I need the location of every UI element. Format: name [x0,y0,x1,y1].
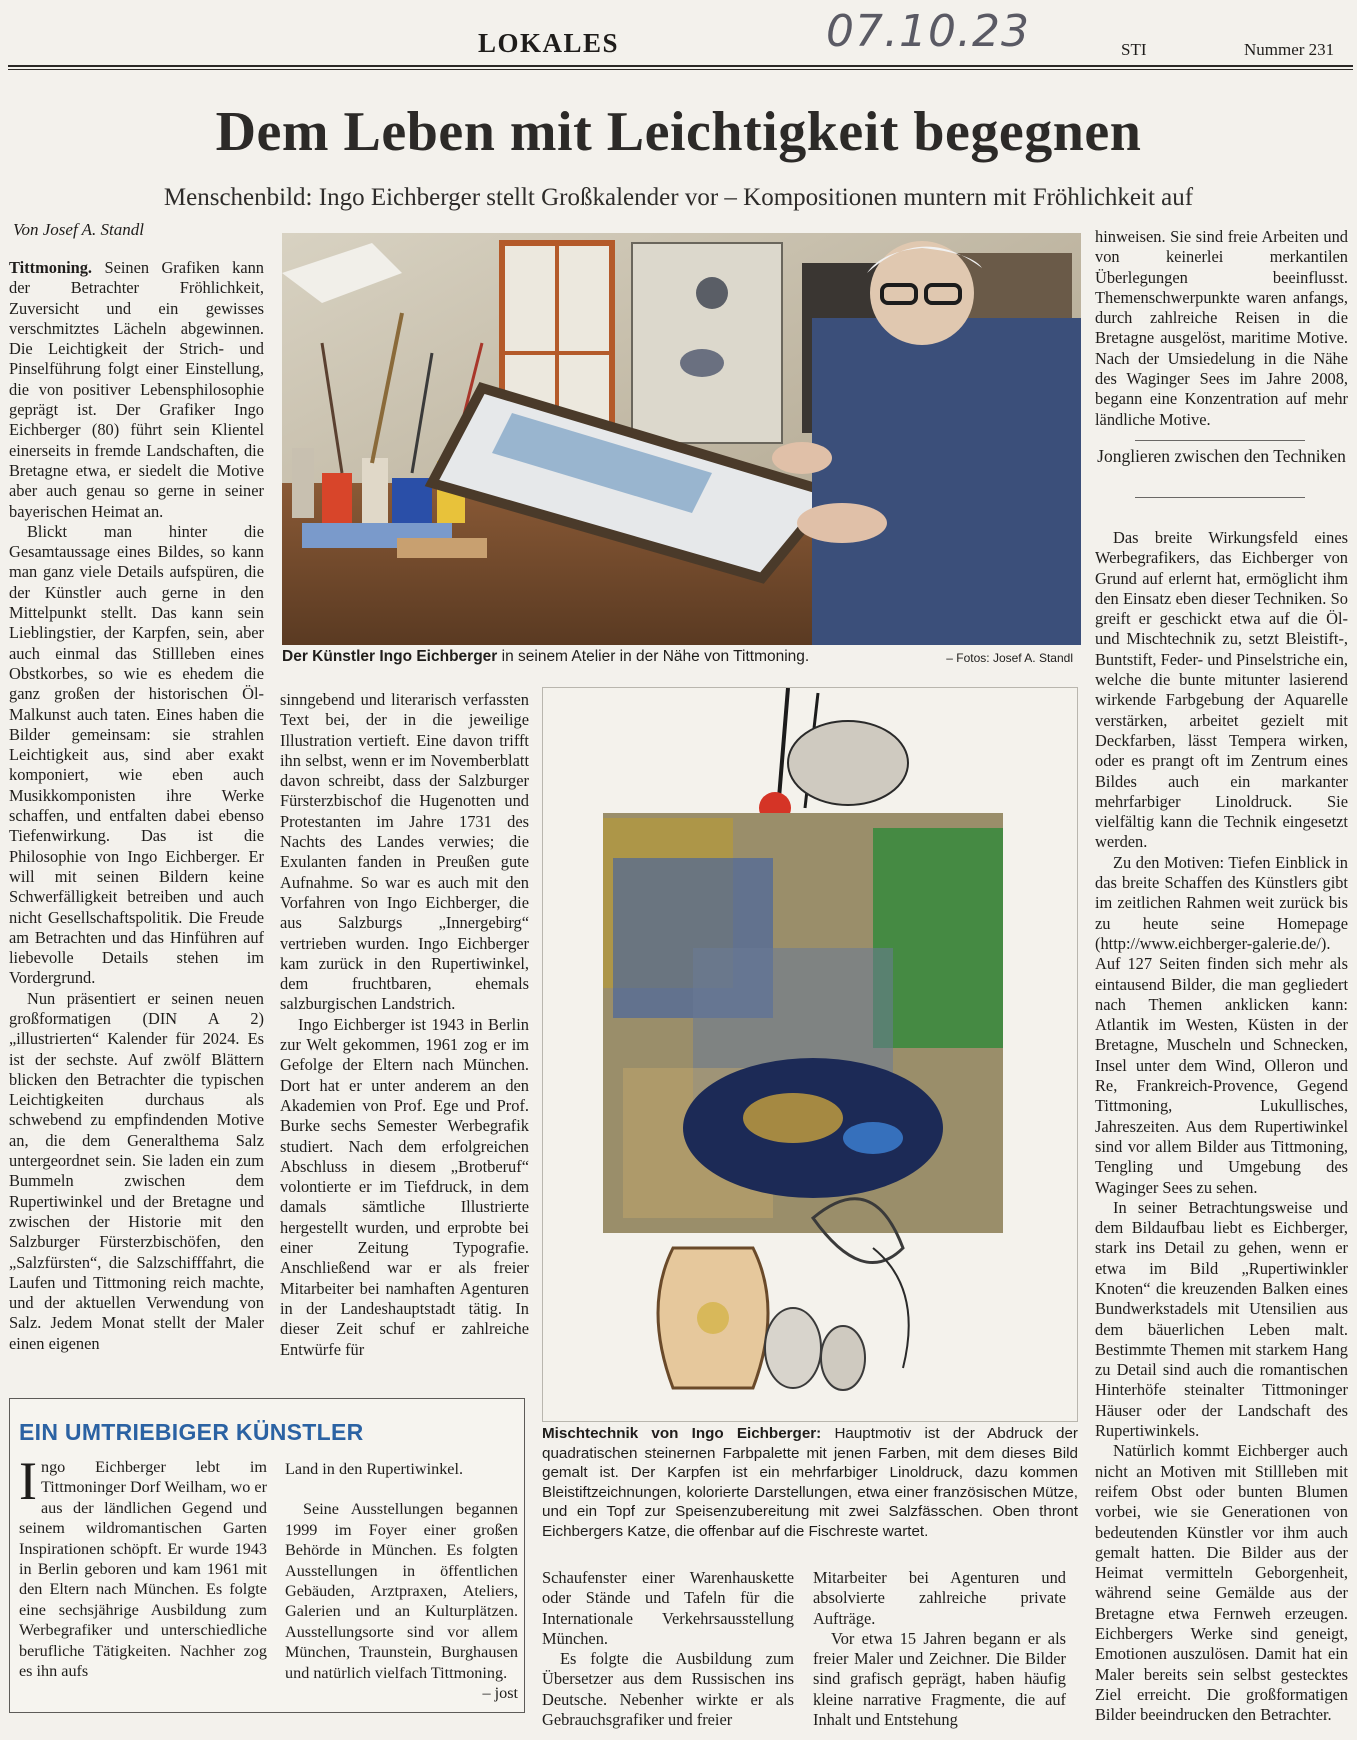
article-column-3a [542,1568,794,1730]
paragraph: In seiner Betrachtungsweise und dem Bildaufbau liebt es Eichberger, stark ins Detail zu gehen, wenn er etwa im Bild „Rupertiwinkler Knoten“ die kreuzenden Balken eines Bundwerkstadels mit Utensilien aus dem bäuerlichen Leben malt. Bestimmte Themen mit starkem Hang zu Detail sind auch die romantischen Hinterhöfe steinalter Tittmoninger Häuser oder der Landschaft des Rupertiwinkels. [1095,1197,1348,1441]
info-box-column-1 [19,1451,267,1681]
handwritten-date: 07.10.23 [826,6,1030,57]
author-signature: – jost [482,1684,518,1703]
caption-bold: Der Künstler Ingo Eichberger [282,648,498,665]
paragraph: Seine Ausstellungen begannen 1999 im Foyer einer großen Behörde in München. Es folgten Ausstellungen in öffentlichen Gebäuden, Arztpraxen, Ateliers, Galerien und an Kulturplätzen. Ausstellungsorte sind vor allem München, Traunstein, Burghausen und natürlich vielfach Tittmoning. [285,1500,518,1682]
paragraph: Ingo Eichberger ist 1943 in Berlin zur Welt gekommen, 1961 zog er im Gefolge der Eltern nach München. Dort hat er unter anderem an den Akademien von Prof. Ege und Prof. Burke sechs Semester Werbegrafik studiert. Nach dem erfolgreichen Abschluss in diesem „Brotberuf“ volontierte er im Tiefdruck, in dem damals sämtliche Illustrierte hergestellt wurden, und erprobte bei einer Zeitung Typografie. Anschließend war er als freier Mitarbeiter bei namhaften Agenturen in der Landeshauptstadt tätig. In dieser Zeit schuf er zahlreiche Entwürfe für [280,1014,529,1359]
article-column-1 [9,258,264,1354]
mixed-media-artwork [543,688,1078,1422]
photo-credit: – Fotos: Josef A. Standl [946,651,1073,665]
intertitle-rule-bottom [1135,497,1305,498]
artist-studio-photo [282,233,1081,645]
paragraph: hinweisen. Sie sind freie Arbeiten und von keinerlei merkantilen Überlegungen beeinflusst. Themenschwerpunkte waren anfangs, durch zahlreiche Reisen in die Bretagne ausgelöst, maritime Motive. Nach der Umsiedelung in die Nähe des Waginger Sees im Jahre 2008, begann eine Konzentration auf mehr ländliche Motive. [1095,227,1348,429]
article-column-4-top [1095,227,1348,430]
caption-text: Hauptmotiv ist der Abdruck der quadratischen steinernen Farbpalette mit jenen Farben, mit dem dieses Bild gemalt ist. Der Karpfen ist ein mehrfarbiger Linoldruck, dazu kommen Bleistiftzeichnungen, kolorierte Darstellungen, etwa einer französischen Mütze, und ein Topf zur Speisenzubereitung mit zwei Salzfässchen. Oben thront Eichbergers Katze, die offenbar auf die Fischreste wartet. [542,1425,1078,1540]
paper-abbrev: STI [1121,40,1147,59]
info-box-column-2 [285,1459,518,1703]
header-rule-thin [8,69,1353,70]
paragraph: sinngebend und literarisch verfassten Text bei, der in die jeweilige Illustration vertieft. Eine davon trifft ihn selbst, wenn er im Novemberblatt davon schreibt, dass der Salzburger Fürsterzbischof die Hugenotten und Protestanten im Jahre 1731 des Nachts des Landes verwies; die Exulanten fanden in Preußen gute Aufnahme. So war es auch mit den Vorfahren von Ingo Eichberger, die aus Salzburgs „Innergebirg“ vertrieben wurden. Ingo Eichberger kam zurück in den Rupertiwinkel, dem fruchtbaren, ehemals salzburgischen Landstrich. [280,690,529,1014]
section-title: LOKALES [478,28,620,58]
paragraph-text: Seinen Grafiken kann der Betrachter Fröhlichkeit, Zuversicht und ein gewisses verschmitztes Lächeln abgewinnen. Die Leichtigkeit der Strich- und Pinselführung folgt einer Einstellung, die von positiver Lebensphilosophie geprägt ist. Der Grafiker Ingo Eichberger (80) führt sein Klientel einerseits in fremde Landschaften, die Bretagne etwa, er siedelt die Motive aber auch genau so gerne in seiner bayerischen Heimat an. [9,258,264,521]
paragraph: Nun präsentiert er seinen neuen großformatigen (DIN A 2) „illustrierten“ Kalender für 2024. Es ist der sechste. Auf zwölf Blättern blicken den Betrachter die typischen Leichtigkeiten durchaus als schwebend zu empfindenden Motive an, die dem Generalthema Salz untergeordnet sein. Sie laden ein zum Bummeln zwischen dem Rupertiwinkel und der Bretagne und zwischen der Historie mit den Salzburger Fürsterzbischöfen, den „Salzfürsten“, die Salzschifffahrt, die Laufen und Tittmoning reich machte, und der aktuellen Verwendung von Salz. Jedem Monat stellt der Maler einen eigenen [9,988,264,1353]
dateline: Tittmoning. [9,258,93,277]
caption-bold: Mischtechnik von Ingo Eichberger: [542,1425,822,1442]
paragraph: Das breite Wirkungsfeld eines Werbegrafikers, das Eichberger von Grund auf erlernt hat, ermöglicht ihm den Einsatz eben dieser Techniken. So greift er geschickt etwa auf die Öl- und Mischtechnik zu, setzt Bleistift-, Buntstift, Feder- und Pinselstriche ein, welche die bunte mitunter lasierend wirkende Farbgebung der Aquarelle verstärken, arbeitet gezielt mit Deckfarben, lässt Tempera wirken, oder es prangt oft im Zentrum eines Bildes auch ein markanter mehrfarbiger Linoldruck. Sie vielfältig kann die Technik eingesetzt werden. [1095,528,1348,852]
paragraph: Es folgte die Ausbildung zum Übersetzer aus dem Russischen ins Deutsche. Nebenher wirkte er als Gebrauchsgrafiker und freier [542,1649,794,1730]
paragraph: Schaufenster einer Warenhauskette oder Stände und Tafeln für die Internationale Verkehrsausstellung München. [542,1568,794,1648]
byline: Von Josef A. Standl [13,220,144,239]
drop-cap: I [19,1451,37,1511]
paragraph [9,258,264,522]
paragraph: Zu den Motiven: Tiefen Einblick in das breite Schaffen des Künstlers gibt im zeitlichen Rahmen weit zurück bis zu heute seine Homepage (http://www.eichberger-galerie.de/). Auf 127 Seiten finden sich mehr als eintausend Bilder, die man gegliedert nach Themen anklicken kann: Atlantik im Westen, Küsten in der Bretagne, Muscheln und Schnecken, Insel unter dem Wind, Olleron und Re, Frankreich-Provence, Gegend Tittmoning, Lukullisches, Jahreszeiten. Aus dem Rupertiwinkel sind vor allem Bilder aus Tittmoning, Tengling und Umgebung des Waginger Sees zu sehen. [1095,852,1348,1197]
article-column-4 [1095,528,1348,1726]
paragraph: Mitarbeiter bei Agenturen und absolvierte zahlreiche private Aufträge. [813,1568,1066,1628]
info-box [9,1398,525,1713]
info-box-text: ngo Eichberger lebt im Tittmoninger Dorf Weilham, wo er aus der ländlichen Gegend und seinem wildromantischen Garten Inspirationen schöpft. Er wurde 1943 in Berlin geboren und kam 1961 mit den Eltern nach München. Es folgte eine sechsjährige Ausbildung zum Werbegrafiker und unterschiedliche berufliche Tätigkeiten. Nachher zog es ihn aufs [19,1458,267,1681]
paragraph: Land in den Rupertiwinkel. [285,1460,464,1478]
paragraph: Natürlich kommt Eichberger auch nicht an Motiven mit Stillleben mit reifem Obst oder bunten Blumen vorbei, wie sie Generationen von bedeutenden Künstler vor ihm auch gemalt hatten. Die Bilder aus der Heimat vermitteln Geborgenheit, während seine Gemälde aus der Bretagne etwa Fernweh erzeugen. Eichbergers Werke sind geneigt, Emotionen auszulösen. Damit hat ein Maler bereits sein selbst gestecktes Ziel erreicht. Die großformatigen Bilder beeindrucken den Betrachter. [1095,1441,1348,1725]
paragraph: Vor etwa 15 Jahren begann er als freier Maler und Zeichner. Die Bilder sind grafisch geprägt, haben häufig kleine narrative Fragmente, die auf Inhalt und Entstehung [813,1628,1066,1730]
intertitle: Jonglieren zwischen den Techniken [1097,446,1346,466]
photo-caption [282,648,1081,666]
artwork-caption [542,1424,1078,1542]
article-column-2 [280,690,529,1360]
artist-studio-illustration [282,233,1081,645]
subheadline: Menschenbild: Ingo Eichberger stellt Großkalender vor – Kompositionen muntern mit Fröhlichkeit auf [163,184,1194,211]
paragraph: Blickt man hinter die Gesamtaussage eines Bildes, so kann man ganz viele Details aufspüren, die der Künstler auch gerne in den Mittelpunkt stellt. Das kann sein Lieblingstier, der Karpfen, sein, aber auch einmal das Stillleben eines Obstkorbes, so wie es ehedem die ganz großen der historischen Öl-Malkunst auch taten. Eines haben die Bilder gemeinsam: sie strahlen Leichtigkeit aus, sind aber exakt komponiert, wie eben auch Musikkomponisten ihre Werke schaffen, und entfalten dabei ebenso Tiefenwirkung. Das ist die Philosophie von Ingo Eichberger. Er will mit seinen Bildern keine Schwerfälligkeit betreiben und auch nicht Gesellschaftspolitik. Die Freude am Betrachten und das Hinführen auf liebevolle Details stehen im Vordergrund. [9,521,264,988]
article-column-3b [813,1568,1066,1730]
artwork-photo [542,687,1078,1422]
intertitle-rule-top [1135,440,1305,441]
info-box-title: EIN UMTRIEBIGER KÜNSTLER [19,1419,364,1445]
caption-text: in seinem Atelier in der Nähe von Tittmoning. [497,648,810,665]
issue-number: Nummer 231 [1244,40,1335,59]
header-rule [8,65,1353,67]
headline: Dem Leben mit Leichtigkeit begegnen [215,101,1142,163]
